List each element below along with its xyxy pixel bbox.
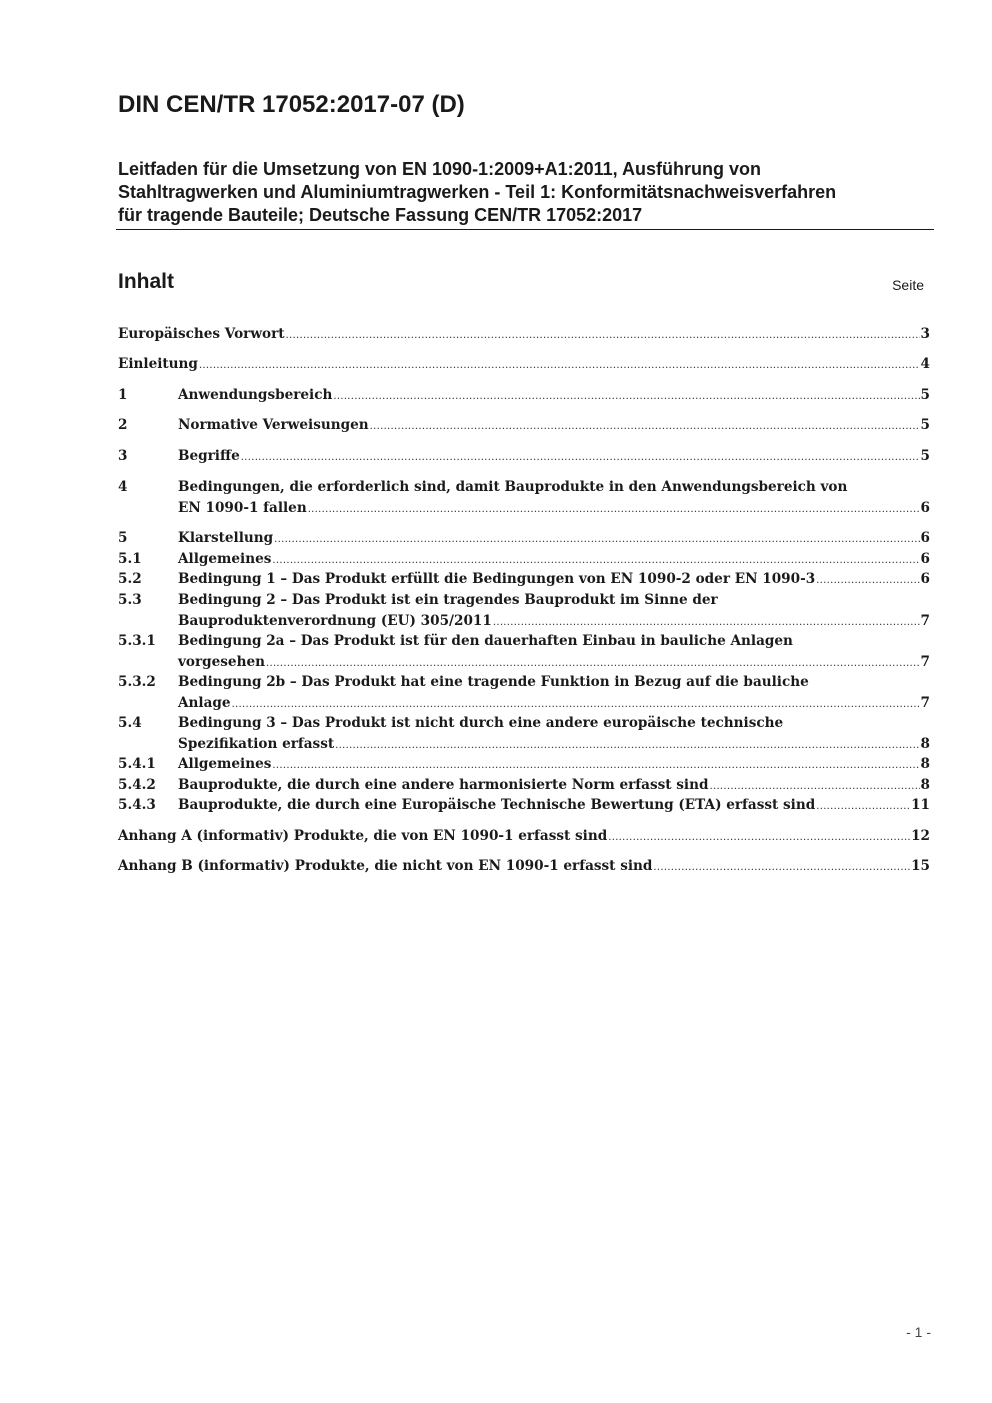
toc-entry-title: Bedingungen, die erforderlich sind, damit Bauprodukte in den Anwendungsbereich von (178, 479, 848, 495)
toc-entry-title: Klarstellung (178, 530, 274, 546)
toc-entry-page: 7 (920, 653, 930, 670)
toc-entry-title-continued: Bauproduktenverordnung (EU) 305/2011 (178, 612, 492, 629)
toc-leader (653, 858, 910, 879)
toc-entry-title-continued: Anlage (178, 694, 231, 711)
toc-entry-title: Bedingung 1 – Das Produkt erfüllt die Bedingungen von EN 1090-2 oder EN 1090-3 (178, 571, 816, 587)
toc-leader (286, 326, 920, 347)
toc-leader (370, 417, 920, 438)
toc-entry-page: 8 (920, 777, 930, 793)
subtitle-line: Stahltragwerken und Aluminiumtragwerken - Teil 1: Konformitätsnachweisverfahren (118, 182, 837, 202)
toc-entry-number: 5.3.2 (118, 674, 156, 690)
toc-leader (493, 613, 920, 634)
toc-entry-title: Einleitung (118, 356, 198, 372)
toc-entry-number: 5.4.1 (118, 756, 156, 772)
toc-entry-number: 5.2 (118, 571, 142, 587)
toc-entry-title: Normative Verweisungen (178, 417, 369, 433)
toc-entry-page: 6 (920, 551, 930, 567)
toc-entry-title-continued: Spezifikation erfasst (178, 735, 335, 752)
toc-entry-title: Bauprodukte, die durch eine andere harmonisierte Norm erfasst sind (178, 777, 709, 793)
toc-entry-title: Allgemeines (178, 551, 272, 567)
toc-leader (241, 448, 920, 469)
toc-entry-page: 8 (920, 735, 930, 752)
toc-entry-title: Anwendungsbereich (178, 387, 333, 403)
toc-entry-number: 5.3 (118, 592, 142, 608)
page-column-label: Seite (892, 277, 924, 293)
toc-entry-number: 5 (118, 530, 128, 546)
page-number: - 1 - (906, 1324, 931, 1340)
toc-heading: Inhalt (118, 270, 174, 293)
toc-leader (308, 500, 920, 521)
toc-leader (266, 654, 920, 675)
toc-leader (816, 571, 919, 592)
toc-entry-page: 3 (920, 326, 930, 342)
toc-entry-title: Bedingung 2a – Das Produkt ist für den dauerhaften Einbau in bauliche Anlagen (178, 633, 793, 649)
toc-entry-title: Bedingung 3 – Das Produkt ist nicht durch eine andere europäische technische (178, 715, 784, 731)
toc-entry-number: 2 (118, 417, 128, 433)
toc-entry-page: 5 (920, 448, 930, 464)
toc-leader (608, 828, 910, 849)
toc-leader (335, 736, 919, 757)
toc-entry-page: 5 (920, 417, 930, 433)
toc-entry-number: 5.4.2 (118, 777, 156, 793)
toc-entry-number: 1 (118, 387, 128, 403)
toc-entry-page: 6 (920, 571, 930, 587)
toc-entry-title: Begriffe (178, 448, 240, 464)
toc-entry-number: 5.4 (118, 715, 142, 731)
subtitle-line: für tragende Bauteile; Deutsche Fassung CEN/TR 17052:2017 (118, 205, 643, 225)
toc-entry-title: Europäisches Vorwort (118, 326, 285, 342)
toc-entry-title: Bedingung 2 – Das Produkt ist ein tragendes Bauprodukt im Sinne der (178, 592, 718, 608)
toc-entry-page: 4 (920, 356, 930, 372)
toc-entry-page: 7 (920, 612, 930, 629)
document-title: DIN CEN/TR 17052:2017-07 (D) (118, 91, 465, 118)
toc-entry-title: Bedingung 2b – Das Produkt hat eine tragende Funktion in Bezug auf die bauliche (178, 674, 809, 690)
toc-entry-title-continued: vorgesehen (178, 653, 265, 670)
toc-entry-title: Anhang A (informativ) Produkte, die von EN 1090-1 erfasst sind (118, 828, 608, 844)
toc-leader (274, 530, 919, 551)
toc-leader (333, 387, 919, 408)
toc-leader (816, 797, 910, 818)
toc-entry-number: 5.1 (118, 551, 142, 567)
toc-leader (199, 356, 920, 377)
toc-entry-page: 7 (920, 694, 930, 711)
toc-leader (232, 695, 920, 716)
toc-entry-page: 8 (920, 756, 930, 772)
toc-entry-number: 5.4.3 (118, 797, 156, 813)
toc-entry-number: 4 (118, 479, 128, 495)
toc-entry-page: 12 (911, 828, 930, 844)
toc-entry-title: Allgemeines (178, 756, 272, 772)
toc-entry-number: 3 (118, 448, 128, 464)
toc-entry-page: 6 (920, 530, 930, 546)
toc-entry-page: 5 (920, 387, 930, 403)
toc-entry-page: 11 (911, 797, 930, 813)
subtitle-line: Leitfaden für die Umsetzung von EN 1090-1:2009+A1:2011, Ausführung von (118, 159, 761, 179)
toc-leader (272, 756, 919, 777)
toc-entry-page: 6 (920, 499, 930, 516)
toc-entry-page: 15 (911, 858, 930, 874)
toc-entry-title: Anhang B (informativ) Produkte, die nicht von EN 1090-1 erfasst sind (118, 858, 653, 874)
toc-entry-title-continued: EN 1090-1 fallen (178, 499, 307, 516)
toc-entry-number: 5.3.1 (118, 633, 156, 649)
toc-entry-title: Bauprodukte, die durch eine Europäische Technische Bewertung (ETA) erfasst sind (178, 797, 816, 813)
